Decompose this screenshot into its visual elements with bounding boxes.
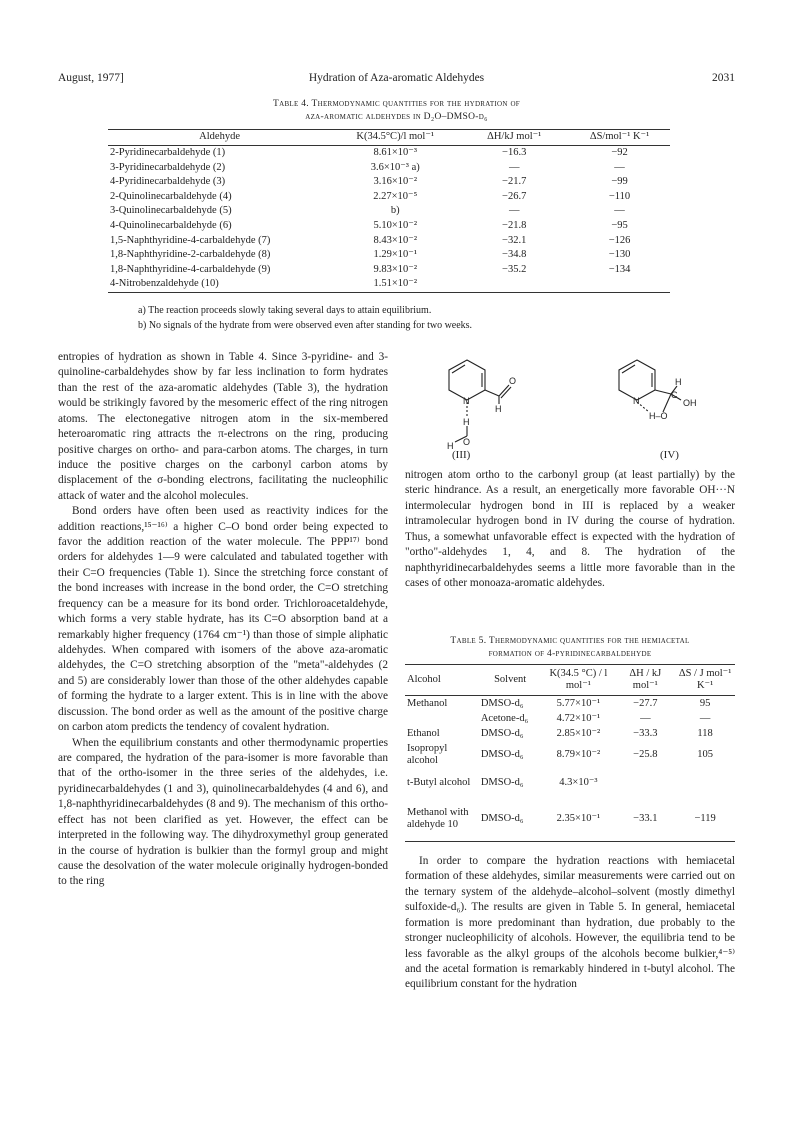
table-row [405,711,735,726]
table-cell: 4-Nitrobenzaldehyde (10) [108,277,331,292]
table5-header-cell: K(34.5 °C) / l mol⁻¹ [541,665,615,696]
table4-caption-line2: aza-aromatic aldehydes in D₂O–DMSO-d₆ [305,112,488,122]
table5-header-cell: Solvent [479,665,542,696]
table-row [108,234,670,249]
table-cell: −130 [608,249,631,261]
left-column [58,350,388,890]
table-cell: DMSO-d₆ [480,727,524,739]
table-cell: −34.8 [502,249,527,261]
table-cell: Methanol with aldehyde 10 [405,797,479,842]
table-row [405,769,735,797]
table-cell: Ethanol [407,727,440,739]
table-cell: — [508,161,520,173]
structure-III-label: (III) [452,449,471,461]
table-cell: −95 [611,219,628,231]
table-cell: −99 [611,176,628,188]
table-cell: t-Butyl alcohol [407,777,471,788]
table-cell [615,769,675,797]
paragraph: nitrogen atom ortho to the carbonyl group (at least partially) by the steric hindrance. As a result, an energetically more favorable OH···N intermolecular hydrogen bond in III is replaced by a weaker intramolecular hydrogen bond in IV during the course of hydration. Thus, a somewhat unfavorable effect is expected with the hydration of "ortho"-aldehydes 1, 4, and 8. The hydration of the naphthyridinecarbaldehydes seems a little more favorable than in the cases of other monoaza-aromatic aldehydes. [405,469,735,589]
table-cell: 2.85×10⁻² [556,727,601,739]
structure-IV-label: (IV) [660,449,679,461]
table-cell: −92 [611,147,628,158]
paragraph: When the equilibrium constants and other thermodynamic properties are compared, the hydration of the para-isomer is more favorable than that of the ortho-isomer in the three series of the aldehydes, i.e. pyridinecarbaldehydes (1 and 3), quinolinecarbaldehydes (4 and 6), and 1,8-naphthyridinecarbaldehydes (8 and 9). The mechanism of this ortho-effect has not been clarified as yet. However, the effect can be interpreted in the following way. The dihydroxymethyl group generated in the course of hydration is bulkier than the formyl group and might cause the desolvation of the water molecule originally hydrogen-bonded to the ring [58,736,388,888]
table-cell: — [614,161,625,173]
structure-IV [619,360,681,412]
svg-text:H: H [463,417,470,427]
table-cell: 8.79×10⁻² [556,749,601,760]
table-cell: — [640,712,651,724]
table-cell: −21.7 [502,176,527,188]
table-cell: 2-Quinolinecarbaldehyde (4) [110,190,232,202]
svg-text:O: O [463,437,471,447]
table-cell: DMSO-d₆ [480,697,524,709]
table-cell: Methanol [407,697,448,709]
table-row [108,219,670,234]
table-cell: −25.8 [633,749,658,760]
table-cell [459,277,569,292]
running-header-left: August, 1977] [58,72,124,84]
table-cell: −32.1 [502,234,527,246]
table-cell: −33.1 [615,797,675,842]
table4-header-cell: ΔS/mol⁻¹ K⁻¹ [569,130,670,146]
table-row [108,277,670,292]
table-row [405,741,735,769]
table-cell: 3-Quinolinecarbaldehyde (5) [110,205,232,217]
table-cell: 2.35×10⁻¹ [541,797,615,842]
structure-III-atoms [447,376,516,451]
paragraph: Bond orders have often been used as reactivity indices for the addition reactions,¹⁵⁻¹⁶⁾ a higher C–O bond order being expected to favor the addition reaction of the water molecule. The PPP¹⁷⁾ bond orders for aldehydes 1—9 were calculated and tabulated together with their C=O frequencies (Table 1). Since the stretching force constant of the bond increases with increase in the bond order, the C=O stretching frequency can be a measure for its bond order. Trichloroacetaldehyde, which forms a very stable hydrate, has its C=O absorption band at a remarkably higher frequency (1764 cm⁻¹) than those of simple aliphatic aldehydes. When compared with isomers of the above aza-aromatic aldehydes, the C=O stretching absorption of the "meta"-aldehydes (2 and 5) are considerably lower than those of the other aldehydes capable of forming the hydrate to a larger extent. This is in line with the above discussion. The bond order as well as the amount of the positive charge on carbon atom predicts the tendency of covalent hydration. [58,505,388,734]
table4-header-cell: Aldehyde [108,130,331,146]
table-cell: 4-Quinolinecarbaldehyde (6) [110,219,232,231]
table-cell: 1.51×10⁻² [331,277,459,292]
table-cell [675,769,735,797]
table-cell: Isopropyl alcohol [407,743,448,766]
table-cell: 118 [697,727,713,739]
table-cell: 4-Pyridinecarbaldehyde (3) [110,176,226,188]
svg-text:H: H [675,377,682,387]
table-row [405,797,735,842]
table-cell: −126 [608,234,631,246]
table-cell: −110 [608,190,631,202]
table4-header-cell: K(34.5°C)/l mol⁻¹ [331,130,459,146]
table-cell: DMSO-d₆ [479,797,542,842]
table-cell: 2-Pyridinecarbaldehyde (1) [110,147,226,158]
table-cell: — [614,205,625,217]
paragraph: In order to compare the hydration reactions with hemiacetal formation of these aldehydes, similar measurements were carried out on the ternary system of the aldehyde–alcohol–solvent (mostly dimethyl sulfoxide-d₆). The results are given in Table 5. In general, hemiacetal formation is more predominant than hydration, due probably to the stronger nucleophilicity of alcohols. However, the equilibria tend to be less favorable as the alkyl groups of the alcohols become bulkier,⁴⁻⁵⁾ and the acetal formation is remarkably hindered in t-butyl alcohol. The equilibrium constant for the hydration [405,855,735,991]
table-cell [569,277,670,292]
table-row [108,161,670,176]
table5-header-cell: ΔH / kJ mol⁻¹ [615,665,675,696]
table-cell [405,711,479,726]
table-row [108,204,670,219]
svg-text:H: H [447,441,454,451]
table4-header-row [108,130,670,146]
table-cell: 5.10×10⁻² [373,219,417,231]
table-cell: 105 [697,749,713,760]
svg-text:C: C [671,390,678,400]
table-cell: 2.27×10⁻⁵ [373,190,418,202]
table-cell: −134 [608,263,631,275]
svg-text:OH: OH [683,398,697,408]
table5-header-row [405,665,735,696]
table-cell: DMSO-d₆ [480,777,524,788]
table-cell: 1,8-Naphthyridine-4-carbaldehyde (9) [110,263,271,275]
table-cell: −26.7 [502,190,527,202]
table-cell: −21.8 [502,219,527,231]
table-cell: Acetone-d₆ [480,712,529,724]
table-cell: 4.72×10⁻¹ [556,712,601,724]
svg-text:N: N [633,396,640,406]
table-row [108,190,670,205]
paragraph: entropies of hydration as shown in Table 4. Since 3-pyridine- and 3-quinoline-carbaldehydes show by far less inclination to form hydrates than the rest of the aza-aromatic aldehydes (Table 3), the hydration would be strikingly favored by the mesomeric effect of the ring nitrogen atoms. The electonegative nitrogen atom in the six-membered heteroaromatic ring attracts the π-electrons on the ring, producing positive charges on ortho- and para-carbon atoms. The charges, in turn induce the positive charges on the carbonyl carbon atoms by displacement of the σ-bonding electrons, facilitating the nucleophilic attack of water and the alcohol molecules. [58,351,388,502]
table-cell: 5.77×10⁻¹ [556,697,601,709]
table-cell: — [508,205,520,217]
table5-caption-line2: formation of 4-pyridinecarbaldehyde [488,649,652,659]
svg-text:N: N [463,396,470,406]
structure-IV-atoms [633,377,697,421]
svg-text:H: H [495,404,502,414]
table-row [108,248,670,263]
structure-III [449,360,511,442]
table-cell: 3.6×10⁻³ a) [370,161,420,173]
table-cell: 8.61×10⁻³ [373,147,417,158]
table-cell: −35.2 [502,263,527,275]
page-number: 2031 [712,72,735,84]
table-cell: 4.3×10⁻³ [559,777,598,788]
table-cell: 1,8-Naphthyridine-2-carbaldehyde (8) [110,249,271,261]
table-cell: 1,5-Naphthyridine-4-carbaldehyde (7) [110,234,271,246]
table5-header-cell: Alcohol [405,665,479,696]
right-column-upper [405,468,735,591]
table-cell: 3-Pyridinecarbaldehyde (2) [110,161,226,173]
table-row [108,146,670,161]
table-row [108,263,670,278]
table5 [405,664,735,842]
table-cell: — [699,712,711,724]
running-header-title: Hydration of Aza-aromatic Aldehydes [308,72,485,84]
table4-footnote-b: b) No signals of the hydrate from were observed even after standing for two weeks. [138,320,473,331]
table5-header-cell: ΔS / J mol⁻¹ K⁻¹ [675,665,735,696]
table-row [405,696,735,712]
table-row [405,726,735,741]
table5-caption-line1: Table 5. Thermodynamic quantities for the hemiacetal [450,636,690,646]
svg-text:H–O: H–O [649,411,668,421]
table-cell: 1.29×10⁻¹ [373,249,417,261]
table-cell: 9.83×10⁻² [373,263,417,275]
table-cell: b) [390,205,400,217]
table-cell: −119 [675,797,735,842]
table4-footnote-a: a) The reaction proceeds slowly taking several days to attain equilibrium. [138,305,432,316]
table4-header-cell: ΔH/kJ mol⁻¹ [459,130,569,146]
table-cell: DMSO-d₆ [480,749,524,760]
right-column-lower [405,854,735,993]
svg-text:O: O [509,376,517,386]
table-cell: −33.3 [633,727,658,739]
table4-caption-line1: Table 4. Thermodynamic quantities for the hydration of [273,99,520,109]
table-cell: −16.3 [502,147,527,158]
table-row [108,175,670,190]
table-cell: −27.7 [633,697,658,709]
table-cell: 8.43×10⁻² [373,234,417,246]
table4 [108,129,670,293]
table-cell: 95 [699,697,711,709]
table-cell: 3.16×10⁻² [373,176,417,188]
